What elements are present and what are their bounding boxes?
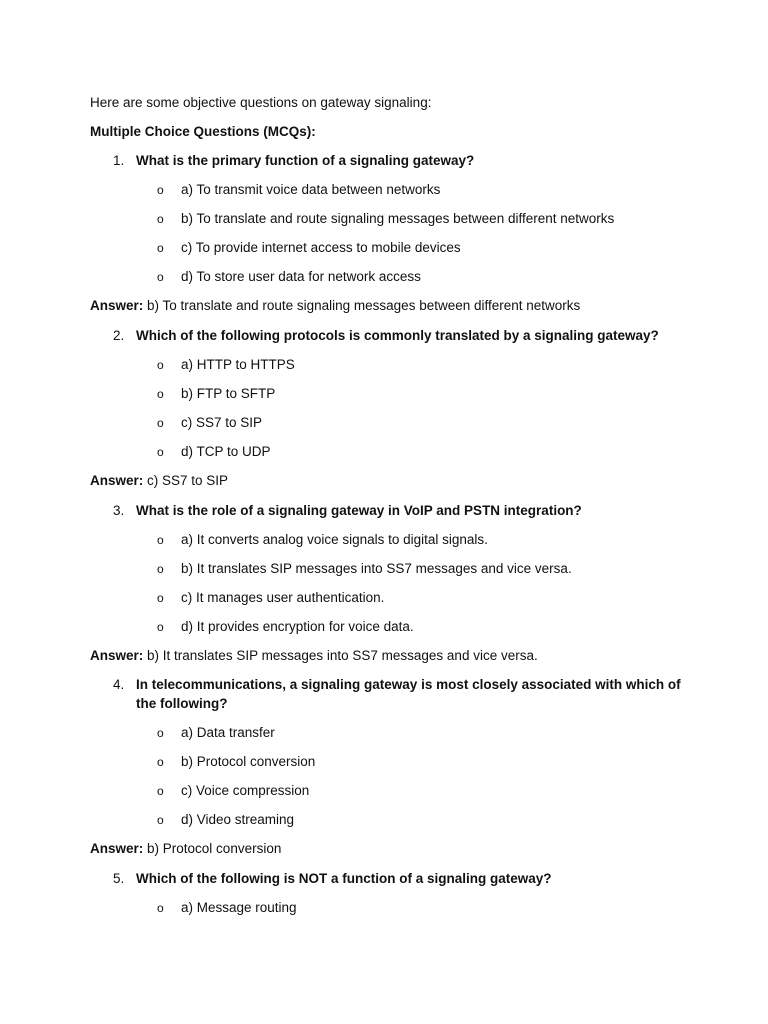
section-heading: Multiple Choice Questions (MCQs): [90, 124, 316, 139]
bullet-icon: o [157, 416, 164, 430]
bullet-icon: o [157, 533, 164, 547]
option-item: d) It provides encryption for voice data. [181, 619, 414, 634]
option-item: c) SS7 to SIP [181, 415, 263, 430]
question-number: 5. [113, 871, 125, 886]
bullet-icon: o [157, 358, 164, 372]
answer-label: Answer: [90, 473, 144, 488]
bullet-icon: o [157, 212, 164, 226]
question-text: In telecommunications, a signaling gateway is most closely associated with which of the following? [136, 677, 681, 711]
bullet-icon: o [157, 620, 164, 634]
bullet-icon: o [157, 270, 164, 284]
intro-text: Here are some objective questions on gateway signaling: [90, 95, 432, 110]
option-item: d) To store user data for network access [181, 269, 421, 284]
answer-line [90, 472, 228, 489]
answer-label: Answer: [90, 298, 144, 313]
option-item: d) Video streaming [181, 812, 295, 827]
question-text: What is the primary function of a signaling gateway? [136, 153, 475, 168]
option-item: b) FTP to SFTP [181, 386, 276, 401]
answer-line [90, 840, 281, 857]
option-item: a) It converts analog voice signals to digital signals. [181, 532, 488, 547]
bullet-icon: o [157, 726, 164, 740]
answer-text: b) Protocol conversion [147, 841, 282, 856]
answer-line [90, 297, 580, 314]
answer-text: b) It translates SIP messages into SS7 messages and vice versa. [147, 648, 538, 663]
question-number: 2. [113, 328, 125, 343]
bullet-icon: o [157, 755, 164, 769]
question-text: Which of the following protocols is commonly translated by a signaling gateway? [136, 328, 659, 343]
answer-line [90, 647, 538, 664]
bullet-icon: o [157, 241, 164, 255]
bullet-icon: o [157, 387, 164, 401]
bullet-icon: o [157, 445, 164, 459]
option-item: a) Data transfer [181, 725, 275, 740]
answer-text: b) To translate and route signaling messages between different networks [147, 298, 581, 313]
question-text: What is the role of a signaling gateway in VoIP and PSTN integration? [136, 503, 582, 518]
option-item: b) To translate and route signaling messages between different networks [181, 211, 615, 226]
bullet-icon: o [157, 183, 164, 197]
bullet-icon: o [157, 784, 164, 798]
option-item: c) To provide internet access to mobile devices [181, 240, 461, 255]
question-number: 4. [113, 677, 125, 692]
answer-label: Answer: [90, 648, 144, 663]
answer-text: c) SS7 to SIP [147, 473, 229, 488]
option-item: b) Protocol conversion [181, 754, 316, 769]
bullet-icon: o [157, 562, 164, 576]
bullet-icon: o [157, 813, 164, 827]
question-number: 3. [113, 503, 125, 518]
question-number: 1. [113, 153, 125, 168]
option-item: c) It manages user authentication. [181, 590, 385, 605]
answer-label: Answer: [90, 841, 144, 856]
bullet-icon: o [157, 591, 164, 605]
option-item: c) Voice compression [181, 783, 310, 798]
option-item: a) To transmit voice data between networks [181, 182, 441, 197]
option-item: d) TCP to UDP [181, 444, 271, 459]
option-item: b) It translates SIP messages into SS7 messages and vice versa. [181, 561, 572, 576]
option-item: a) Message routing [181, 900, 297, 915]
question-text: Which of the following is NOT a function of a signaling gateway? [136, 871, 552, 886]
option-item: a) HTTP to HTTPS [181, 357, 295, 372]
bullet-icon: o [157, 901, 164, 915]
